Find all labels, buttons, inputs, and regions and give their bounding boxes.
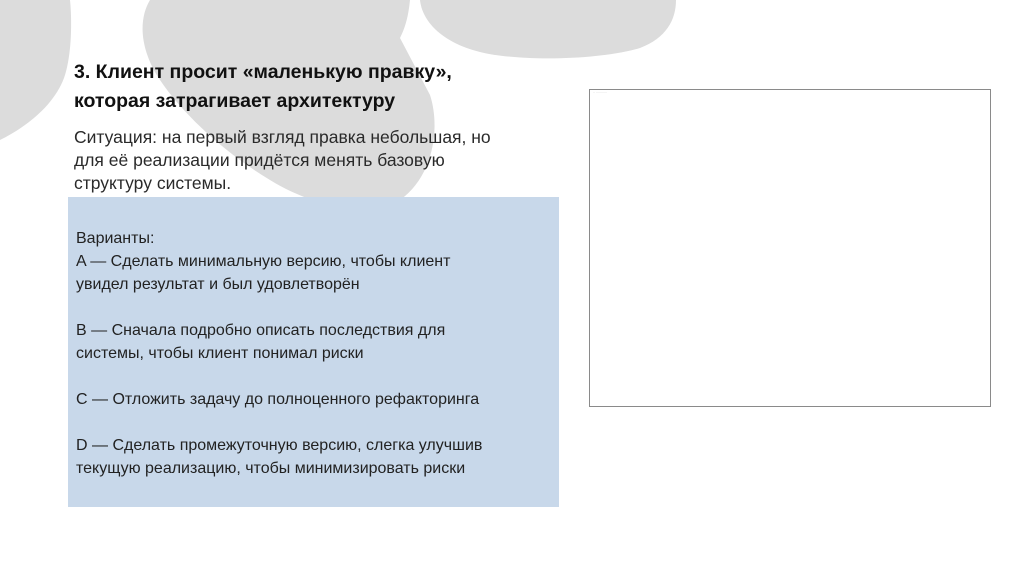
- frame-caption: ·· ···········: [593, 90, 607, 94]
- option-b-line: B — Сначала подробно описать последствия для: [76, 322, 446, 339]
- slide-title: [74, 58, 534, 116]
- option-c-line: C — Отложить задачу до полноценного рефакторинга: [76, 391, 480, 408]
- decor-shape-left: [0, 0, 71, 140]
- option-d-line: D — Сделать промежуточную версию, слегка улучшив: [76, 437, 483, 454]
- embedded-content-frame[interactable]: [589, 89, 991, 407]
- situation-text: [74, 126, 554, 195]
- options-list: [76, 227, 482, 480]
- situation-line: для её реализации придётся менять базовую: [74, 150, 445, 170]
- title-line: 3. Клиент просит «маленькую правку»,: [74, 61, 452, 83]
- option-a-line: A — Сделать минимальную версию, чтобы клиент: [76, 253, 451, 270]
- title-line: которая затрагивает архитектуру: [74, 90, 396, 112]
- situation-line: Ситуация: на первый взгляд правка небольшая, но: [74, 127, 491, 147]
- options-panel: [68, 197, 559, 507]
- options-heading: Варианты:: [76, 230, 155, 247]
- decor-shape-right: [420, 0, 676, 58]
- option-d-line: текущую реализацию, чтобы минимизировать риски: [76, 460, 466, 477]
- option-b-line: системы, чтобы клиент понимал риски: [76, 345, 364, 362]
- situation-line: структуру системы.: [74, 173, 232, 193]
- option-a-line: увидел результат и был удовлетворён: [76, 276, 360, 293]
